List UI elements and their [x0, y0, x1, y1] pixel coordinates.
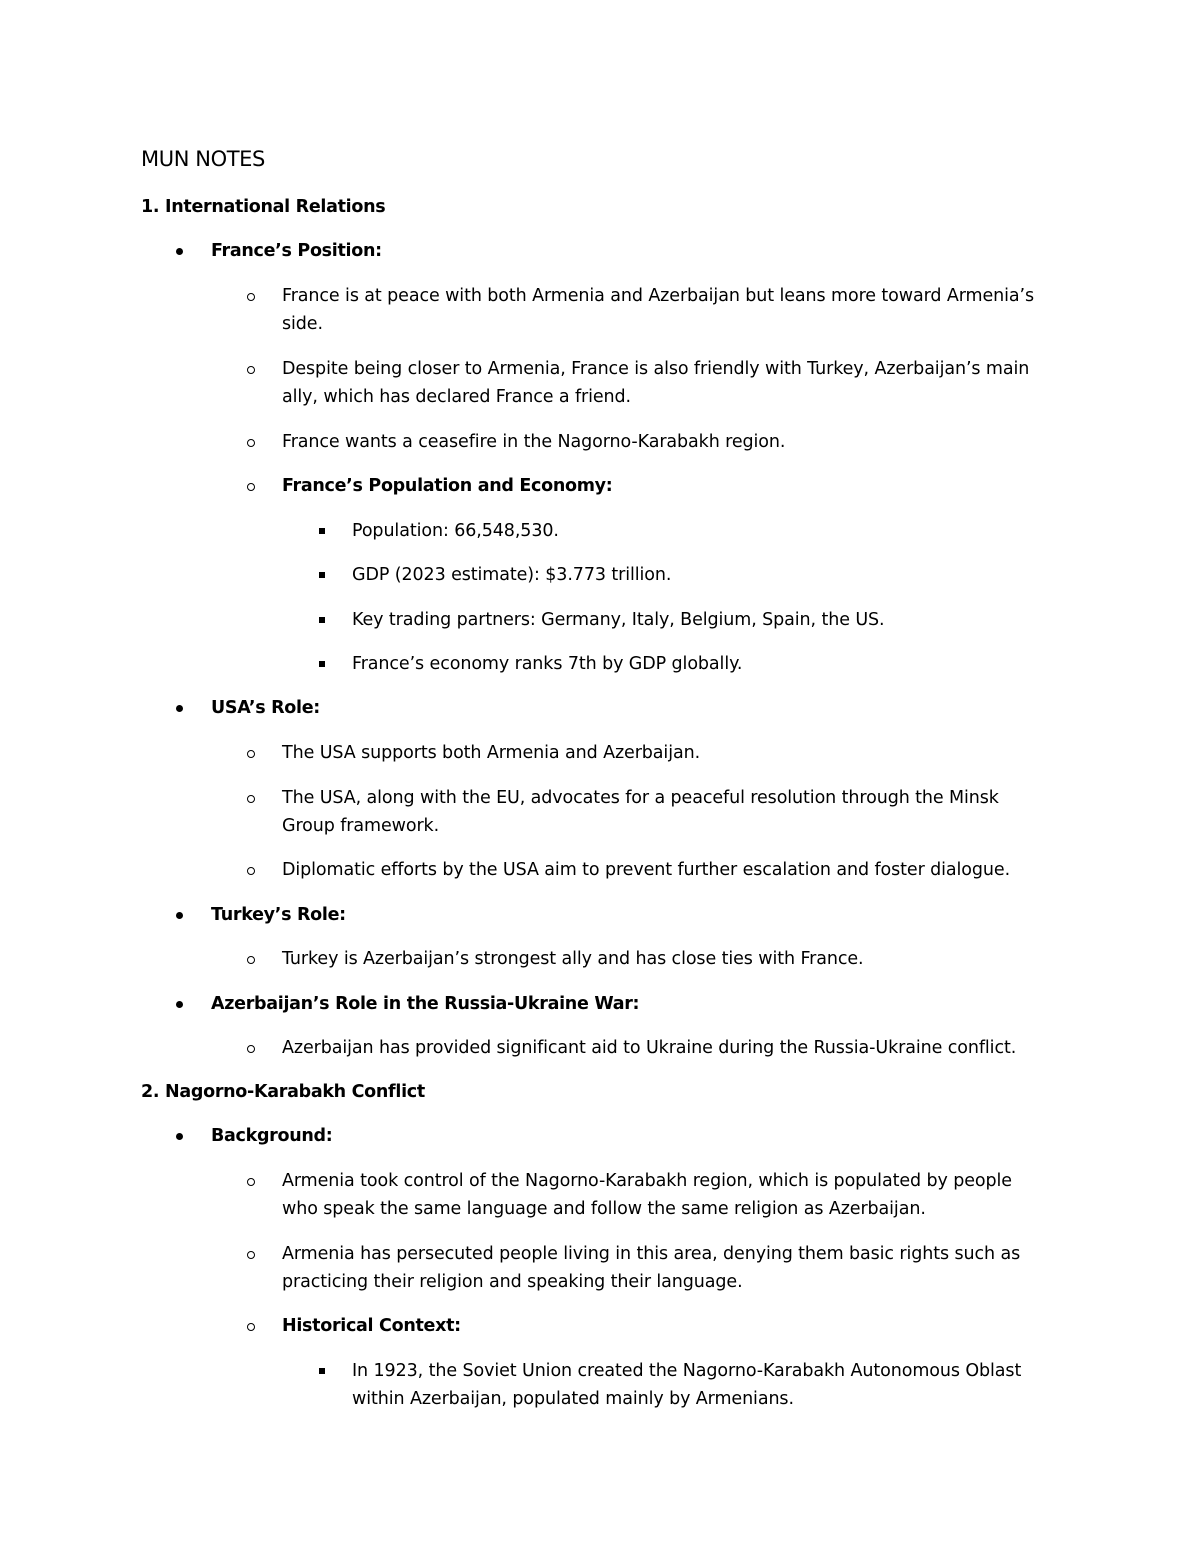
point-line: side. — [282, 314, 323, 334]
point-line: France is at peace with both Armenia and Azerbaijan but leans more toward Armenia’s — [282, 286, 1035, 306]
bullet-circle-icon — [247, 867, 255, 875]
subpoint-gdp: GDP (2023 estimate): $3.773 trillion. — [352, 565, 672, 585]
point-line: Azerbaijan has provided significant aid to Ukraine during the Russia-Ukraine conflict. — [282, 1038, 1017, 1058]
point-line: The USA, along with the EU, advocates for a peaceful resolution through the Minsk — [282, 788, 999, 808]
bullet-circle-icon — [247, 750, 255, 758]
bullet-disc-icon — [176, 705, 183, 712]
bullet-circle-icon — [247, 366, 255, 374]
bullet-circle-icon — [247, 795, 255, 803]
item-label-usas-role: USA’s Role: — [211, 698, 320, 718]
subpoint-trading-partners: Key trading partners: Germany, Italy, Belgium, Spain, the US. — [352, 610, 885, 630]
bullet-disc-icon — [176, 1133, 183, 1140]
sub-label-population-economy: France’s Population and Economy: — [282, 476, 613, 496]
point-line: Armenia has persecuted people living in this area, denying them basic rights such as — [282, 1244, 1021, 1264]
bullet-square-icon — [319, 1368, 325, 1374]
bullet-square-icon — [319, 528, 325, 534]
bullet-disc-icon — [176, 248, 183, 255]
bullet-disc-icon — [176, 912, 183, 919]
bullet-circle-icon — [247, 1045, 255, 1053]
bullet-square-icon — [319, 617, 325, 623]
bullet-circle-icon — [247, 483, 255, 491]
bullet-circle-icon — [247, 293, 255, 301]
point-line: Armenia took control of the Nagorno-Karabakh region, which is populated by people — [282, 1171, 1012, 1191]
subpoint-line: within Azerbaijan, populated mainly by Armenians. — [352, 1389, 794, 1409]
document-title: MUN NOTES — [141, 147, 265, 171]
bullet-disc-icon — [176, 1001, 183, 1008]
point-line: Group framework. — [282, 816, 440, 836]
bullet-circle-icon — [247, 956, 255, 964]
point-line: who speak the same language and follow the same religion as Azerbaijan. — [282, 1199, 926, 1219]
point-line: The USA supports both Armenia and Azerbaijan. — [282, 743, 701, 763]
bullet-square-icon — [319, 661, 325, 667]
point-line: ally, which has declared France a friend. — [282, 387, 631, 407]
point-line: France wants a ceasefire in the Nagorno-Karabakh region. — [282, 432, 786, 452]
subpoint-population: Population: 66,548,530. — [352, 521, 559, 541]
item-label-background: Background: — [211, 1126, 333, 1146]
point-line: Diplomatic efforts by the USA aim to prevent further escalation and foster dialogue. — [282, 860, 1011, 880]
bullet-circle-icon — [247, 1178, 255, 1186]
sub-label-historical-context: Historical Context: — [282, 1316, 461, 1336]
bullet-circle-icon — [247, 439, 255, 447]
subpoint-economy-rank: France’s economy ranks 7th by GDP globally. — [352, 654, 743, 674]
item-label-turkeys-role: Turkey’s Role: — [211, 905, 346, 925]
bullet-circle-icon — [247, 1251, 255, 1259]
item-label-frances-position: France’s Position: — [211, 241, 382, 261]
point-line: practicing their religion and speaking their language. — [282, 1272, 743, 1292]
bullet-square-icon — [319, 572, 325, 578]
subpoint-line: In 1923, the Soviet Union created the Nagorno-Karabakh Autonomous Oblast — [352, 1361, 1022, 1381]
item-label-azerbaijans-role: Azerbaijan’s Role in the Russia-Ukraine War: — [211, 994, 640, 1014]
section-heading-nagorno-karabakh: 2. Nagorno-Karabakh Conflict — [141, 1082, 425, 1102]
point-line: Despite being closer to Armenia, France is also friendly with Turkey, Azerbaijan’s main — [282, 359, 1030, 379]
section-heading-international-relations: 1. International Relations — [141, 197, 386, 217]
bullet-circle-icon — [247, 1323, 255, 1331]
point-line: Turkey is Azerbaijan’s strongest ally and has close ties with France. — [282, 949, 864, 969]
